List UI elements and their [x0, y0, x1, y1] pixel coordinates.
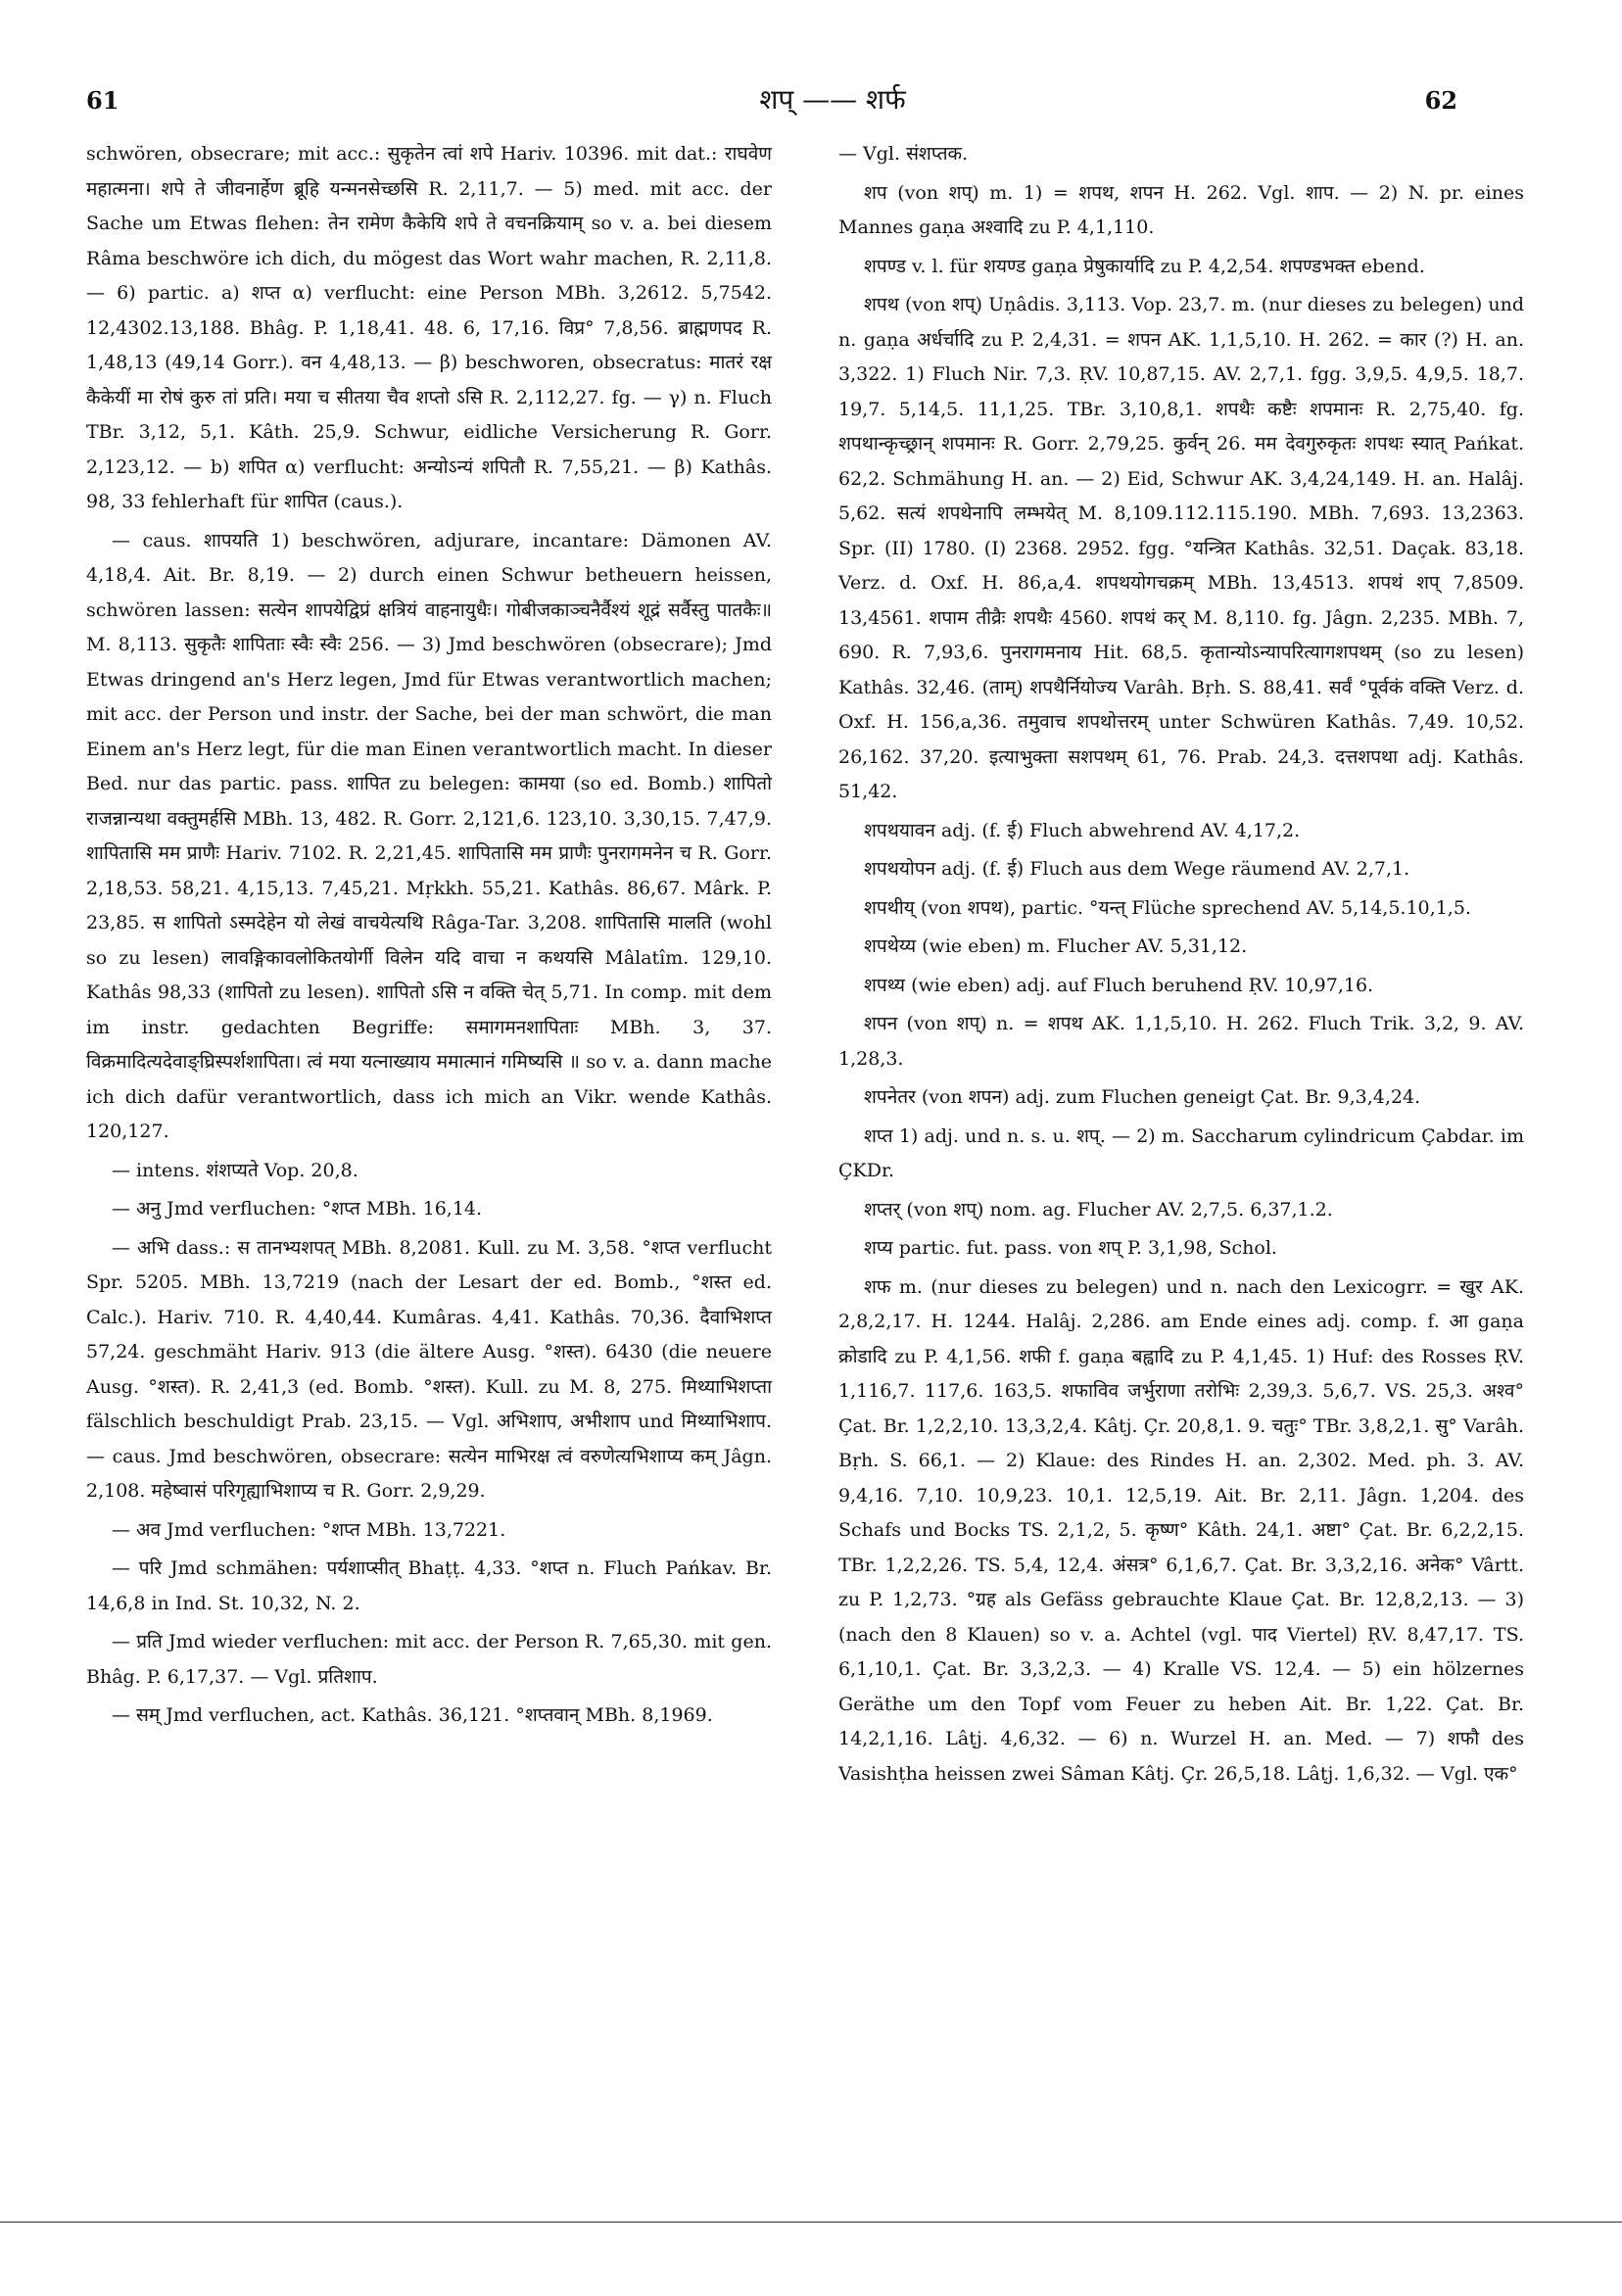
entry-paragraph: शपण्ड v. l. für शयण्ड gaṇa प्रेषुकार्यादि zu P. 4,2,54. शपण्डभक्त ebend. [864, 255, 1425, 277]
entry-paragraph: schwören, obsecrare; mit acc.: सुकृतेन त्वां शपे Hariv. 10396. mit dat.: राघवेण महात्मना। शपे ते जीवनार्हेण ब्रूहि यन्मनसेच्छसि R. 2,11,7. — 5) med. mit acc. der Sache um Etwas flehen: तेन रामेण कैकेयि शपे ते वचनक्रियाम् so v. a. bei diesem Râma beschwöre ich dich, du mögest das Wort wahr machen, R. 2,11,8. — 6) partic. a) शप्त α) verflucht: eine Person MBh. 3,2612. 5,7542. 12,4302.13,188. Bhâg. P. 1,18,41. 48. 6, 17,16. विप्र° 7,8,56. ब्राह्मणपद R. 1,48,13 (49,14 Gorr.). वन 4,48,13. — β) beschworen, obsecratus: मातरं रक्ष कैकेयीं मा रोषं कुरु तां प्रति। मया च सीतया चैव शप्तो ऽसि R. 2,112,27. fg. — γ) n. Fluch TBr. 3,12, 5,1. Kâth. 25,9. Schwur, eidliche Versicherung R. Gorr. 2,123,12. — b) शपित α) verflucht: अन्योऽन्यं शपितौ R. 7,55,21. — β) Kathâs. 98, 33 fehlerhaft für शापित (caus.). [86, 143, 772, 512]
entry-paragraph: — caus. शापयति 1) beschwören, adjurare, incantare: Dämonen AV. 4,18,4. Ait. Br. 8,19. — 2) durch einen Schwur betheuern heissen, schwören lassen: सत्येन शापयेद्विप्रं क्षत्रियं वाहनायुधैः। गोबीजकाञ्चनैर्वैश्यं शूद्रं सर्वैस्तु पातकैः॥ M. 8,113. सुकृतैः शापिताः स्वैः स्वैः 256. — 3) Jmd beschwören (obsecrare); Jmd Etwas dringend an's Herz legen, Jmd für Etwas verantwortlich machen; mit acc. der Person und instr. der Sache, bei der man schwört, die man Einem an's Herz legt, für die man Einen verantwortlich macht. In dieser Bed. nur das partic. pass. शापित zu belegen: कामया (so ed. Bomb.) शापितो राजन्नान्यथा वक्तुमर्हसि MBh. 13, 482. R. Gorr. 2,121,6. 123,10. 3,30,15. 7,47,9. शापितासि मम प्राणैः Hariv. 7102. R. 2,21,45. शापितासि मम प्राणैः पुनरागमनेन च R. Gorr. 2,18,53. 58,21. 4,15,13. 7,45,21. Mṛkkh. 55,21. Kathâs. 86,67. Mârk. P. 23,85. स शापितो ऽस्मदेहेन यो लेखं वाचयेत्यथि Râga-Tar. 3,208. शापितासि मालति (wohl so zu lesen) लावङ्गिकावलोकितयोर्गी विलेन यदि वाचा न कथयसि Mâlatîm. 129,10. Kathâs 98,33 (शापितो zu lesen). शापितो ऽसि न वक्ति चेत् 5,71. In comp. mit dem im instr. gedachten Begriffe: समागमनशापिताः MBh. 3, 37. विक्रमादित्यदेवाङ्घ्रिस्पर्शशापिता। त्वं मया यत्नाख्याय ममात्मानं गमिष्यसि ॥ so v. a. dann mache ich dich dafür verantwortlich, dass ich mich an Vikr. wende Kathâs. 120,127. [86, 529, 772, 1142]
entry-paragraph: शपथयावन adj. (f. ई) Fluch abwehrend AV. 4,17,2. [864, 819, 1301, 841]
entry-paragraph: शप्तर् (von शप्) nom. ag. Flucher AV. 2,7,5. 6,37,1.2. [864, 1198, 1333, 1220]
running-headword: शप् —— शर्फ [759, 83, 906, 116]
entry-paragraph: शपथेय्य (wie eben) m. Flucher AV. 5,31,12. [864, 935, 1248, 957]
entry-paragraph: — अनु Jmd verfluchen: °शप्त MBh. 16,14. [112, 1198, 483, 1220]
entry-paragraph: — अभि dass.: स तानभ्यशपत् MBh. 8,2081. Kull. zu M. 3,58. °शप्त verflucht Spr. 5205. MBh. 13,7219 (nach der Lesart der ed. Bomb., °शस्त ed. Calc.). Hariv. 710. R. 4,40,44. Kumâras. 4,41. Kathâs. 70,36. दैवाभिशप्त 57,24. geschmäht Hariv. 913 (die ältere Ausg. °शस्त). 6430 (die neuere Ausg. °शस्त). R. 2,41,3 (ed. Bomb. °शस्त). Kull. zu M. 8, 275. मिथ्याभिशप्ता fälschlich beschuldigt Prab. 23,15. — Vgl. अभिशाप, अभीशाप und मिथ्याभिशाप. — caus. Jmd beschwören, obsecrare: सत्येन माभिरक्ष त्वं वरुणेत्यभिशाप्य कम् Jâgn. 2,108. महेष्वासं परिगृह्याभिशाप्य च R. Gorr. 2,9,29. [86, 1236, 772, 1502]
entry-paragraph: शपथीय् (von शपथ), partic. °यन्त् Flüche sprechend AV. 5,14,5.10,1,5. [864, 896, 1471, 919]
entry-paragraph: शफ m. (nur dieses zu belegen) und n. nach den Lexicogrr. = खुर AK. 2,8,2,17. H. 1244. Halâj. 2,286. am Ende eines adj. comp. f. आ gaṇa क्रोडादि zu P. 4,1,56. शफी f. gaṇa बह्वादि zu P. 4,1,45. 1) Huf: des Rosses ṚV. 1,116,7. 117,6. 163,5. शफाविव जर्भुराणा तरोभिः 2,39,3. 5,6,7. VS. 25,3. अश्व° Çat. Br. 1,2,2,10. 13,3,2,4. Kâtj. Çr. 20,8,1. 9. चतुः° TBr. 3,8,2,1. सु° Varâh. Bṛh. S. 66,1. — 2) Klaue: des Rindes H. an. 2,302. Med. ph. 3. AV. 9,4,16. 7,10. 10,9,23. 10,1. 12,5,19. Ait. Br. 2,11. Jâgn. 1,204. des Schafs und Bocks TS. 2,1,2, 5. कृष्ण° Kâth. 24,1. अष्टा° Çat. Br. 6,2,2,15. TBr. 1,2,2,26. TS. 5,4, 12,4. अंसत्र° 6,1,6,7. Çat. Br. 3,3,2,16. अनेक° Vârtt. zu P. 1,2,73. °ग्रह als Gefäss gebrauchte Klaue Çat. Br. 12,8,2,13. — 3) (nach den 8 Klauen) so v. a. Achtel (vgl. पाद Viertel) ṚV. 8,47,17. TS. 6,1,10,1. Çat. Br. 3,3,2,3. — 4) Kralle VS. 12,4. — 5) ein hölzernes Geräthe um den Topf vom Feuer zu heben Ait. Br. 1,22. Çat. Br. 14,2,1,16. Lâṭj. 4,6,32. — 6) n. Wurzel H. an. Med. — 7) शफौ des Vasishṭha heissen zwei Sâman Kâtj. Çr. 26,5,18. Lâṭj. 1,6,32. — Vgl. एक° [838, 1275, 1524, 1785]
entry-paragraph: शपथ्य (wie eben) adj. auf Fluch beruhend ṚV. 10,97,16. [864, 974, 1374, 996]
bottom-rule [0, 2222, 1622, 2223]
entry-paragraph: — अव Jmd verfluchen: °शप्त MBh. 13,7221. [112, 1518, 506, 1541]
entry-paragraph: — Vgl. संशप्तक. [838, 143, 969, 165]
entry-paragraph: — intens. शंशप्यते Vop. 20,8. [112, 1159, 358, 1181]
entry-paragraph: — परि Jmd schmähen: पर्यशाप्सीत् Bhaṭṭ. 4,33. °शप्त n. Fluch Pańkav. Br. 14,6,8 in Ind. St. 10,32, N. 2. [86, 1557, 772, 1614]
left-column [86, 137, 772, 1738]
entry-paragraph: शप (von शप्) m. 1) = शपथ, शपन H. 262. Vgl. शाप. — 2) N. pr. eines Mannes gaṇa अश्वादि zu P. 4,1,110. [838, 181, 1524, 238]
entry-paragraph: शपथयोपन adj. (f. ई) Fluch aus dem Wege räumend AV. 2,7,1. [864, 858, 1410, 880]
entry-paragraph: शपथ (von शप्) Uṇâdis. 3,113. Vop. 23,7. m. (nur dieses zu belegen) und n. gaṇa अर्धर्चादि zu P. 2,4,31. = शपन AK. 1,1,5,10. H. 262. = कार (?) H. an. 3,322. 1) Fluch Nir. 7,3. ṚV. 10,87,15. AV. 2,7,1. fgg. 3,9,5. 4,9,5. 18,7. 19,7. 5,14,5. 11,1,25. TBr. 3,10,8,1. शपथैः कष्टैः शपमानः R. 2,75,40. fg. शपथान्कृच्छ्रान् शपमानः R. Gorr. 2,79,25. कुर्वन् 26. मम देवगुरुकृतः शपथः स्यात् Pańkat. 62,2. Schmähung H. an. — 2) Eid, Schwur AK. 3,4,24,149. H. an. Halâj. 5,62. सत्यं शपथेनापि लम्भयेत् M. 8,109.112.115.190. MBh. 7,693. 13,2363. Spr. (II) 1780. (I) 2368. 2952. fgg. °यन्त्रित Kathâs. 32,51. Daçak. 83,18. Verz. d. Oxf. H. 86,a,4. शपथयोगचक्रम् MBh. 13,4513. शपथं शप् 7,8509. 13,4561. शपाम तीव्रैः शपथैः 4560. शपथं कर् M. 8,110. fg. Jâgn. 2,235. MBh. 7, 690. R. 7,93,6. पुनरागमनाय Hit. 68,5. कृतान्योऽन्यापरित्यागशपथम् (so zu lesen) Kathâs. 32,46. (ताम्) शपथैर्नियोज्य Varâh. Bṛh. S. 88,41. सर्वं °पूर्वकं वक्ति Verz. d. Oxf. H. 156,a,36. तमुवाच शपथोत्तरम् unter Schwüren Kathâs. 7,49. 10,52. 26,162. 37,20. इत्याभुक्ता सशपथम् 61, 76. Prab. 24,3. दत्तशपथा adj. Kathâs. 51,42. [838, 294, 1524, 802]
entry-paragraph: शप्त 1) adj. und n. s. u. शप्. — 2) m. Saccharum cylindricum Çabdar. im ÇKDr. [838, 1124, 1524, 1181]
entry-paragraph: शपन (von शप्) n. = शपथ AK. 1,1,5,10. H. 262. Fluch Trik. 3,2, 9. AV. 1,28,3. [838, 1013, 1524, 1070]
page-header [0, 80, 1622, 129]
right-column [838, 137, 1524, 1795]
page-number-right: 62 [1424, 86, 1457, 115]
entry-paragraph: शप्य partic. fut. pass. von शप् P. 3,1,98, Schol. [864, 1237, 1277, 1259]
entry-paragraph: — प्रति Jmd wieder verfluchen: mit acc. der Person R. 7,65,30. mit gen. Bhâg. P. 6,17,37. — Vgl. प्रतिशाप. [86, 1631, 772, 1688]
entry-paragraph: — सम् Jmd verfluchen, act. Kathâs. 36,121. °शप्तवान् MBh. 8,1969. [112, 1704, 713, 1726]
entry-paragraph: शपनेतर (von शपन) adj. zum Fluchen geneigt Çat. Br. 9,3,4,24. [864, 1086, 1421, 1108]
page-number-left: 61 [86, 86, 119, 115]
